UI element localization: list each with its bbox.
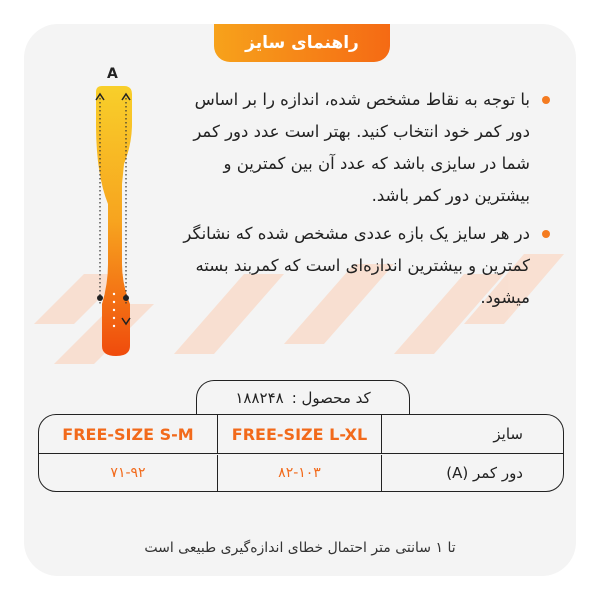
waist-l-xl-value: ۸۲-۱۰۳ <box>218 455 382 491</box>
waist-s-m-value: ۷۱-۹۲ <box>39 455 218 491</box>
product-code <box>196 380 410 415</box>
product-code-label: کد محصول : <box>291 389 371 407</box>
instruction-item: با توجه به نقاط مشخص شده، اندازه را بر اساس دور کمر خود انتخاب کنید. بهتر است عدد دور کمر شما در سایزی باشد که عدد آن بین کمترین و بیشترین دور کمر باشد. <box>180 84 550 212</box>
table-row <box>39 455 563 491</box>
measure-point-label: A <box>107 66 118 82</box>
size-table <box>38 414 564 492</box>
product-code-value: ۱۸۸۲۴۸ <box>235 389 284 407</box>
instruction-item: در هر سایز یک بازه عددی مشخص شده که نشانگر کمترین و بیشترین اندازه‌ای است که کمربند بسته میشود. <box>180 218 550 314</box>
waist-row-label: دور کمر (A) <box>446 463 523 482</box>
size-s-m-header: FREE-SIZE S-M <box>39 415 218 453</box>
instructions-list <box>180 84 550 320</box>
size-header-label: سایز <box>493 425 523 443</box>
table-row <box>39 415 563 454</box>
size-l-xl-header: FREE-SIZE L-XL <box>218 415 382 453</box>
belt-illustration <box>78 64 148 364</box>
measurement-error-note: تا ۱ سانتی متر احتمال خطای اندازه‌گیری طبیعی است <box>144 540 456 556</box>
page-title: راهنمای سایز <box>214 24 390 62</box>
